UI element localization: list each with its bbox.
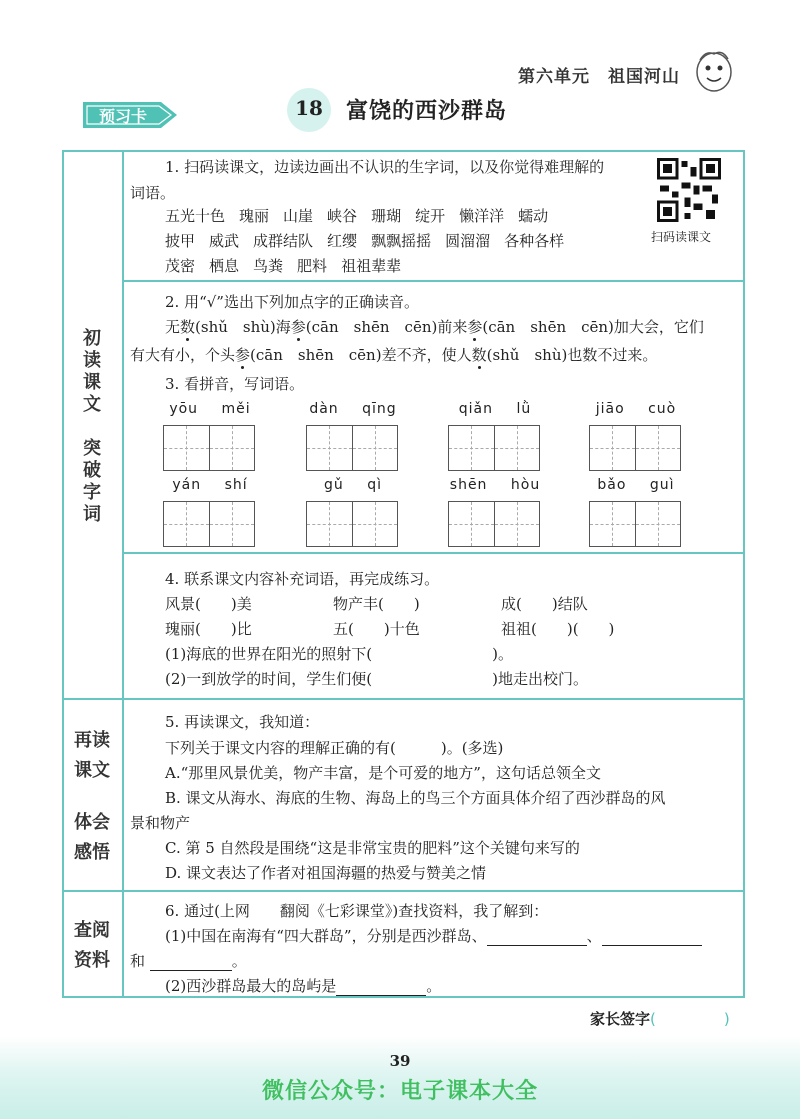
pinyin-item-6: gǔ qì [294,477,412,497]
section-label-research: 查阅 资料 [74,920,110,971]
qr-caption: 扫码读课文 [651,230,712,244]
pinyin-item-7: shēn hòu [436,477,554,497]
q4-fill-3: 成( )结队 [501,595,588,613]
section-label-first-reading: 初 读 课 文 突 破 字 词 [83,328,101,525]
divider-q3 [122,552,745,554]
q1-instruction: 1. 扫码读课文，边读边画出不认识的生字词，以及你觉得难理解的 [165,158,605,176]
pinyin-item-1: yōu měi [151,401,269,421]
q5-option-d: D. 课文表达了作者对祖国海疆的热爱与赞美之情 [165,864,487,882]
q4-fill-4: 瑰丽( )比 [165,620,252,638]
q4-sentence-1: (1)海底的世界在阳光的照射下( )。 [165,645,513,663]
q5-option-b: B. 课文从海水、海底的生物、海岛上的鸟三个方面具体介绍了西沙群岛的风 [165,789,666,807]
pinyin-item-2: dàn qīng [294,401,412,421]
q5-prompt: 下列关于课文内容的理解正确的有( )。(多选) [165,739,504,757]
signature-blank[interactable] [656,1010,724,1028]
section-divider-vertical [122,150,124,998]
pinyin-item-8: bǎo guì [577,477,695,497]
q5-option-c: C. 第 5 自然段是围绕“这是非常宝贵的肥料”这个关键句来写的 [165,839,580,857]
divider-q1 [122,280,745,282]
q4-fill-5: 五( )十色 [333,620,420,638]
page-number: 39 [389,1052,411,1070]
writing-box[interactable] [163,501,255,547]
pinyin-item-4: jiāo cuò [577,401,695,421]
q4-sentence-2: (2)一到放学的时间，学生们便( )地走出校门。 [165,670,588,688]
q5-instruction: 5. 再读课文，我知道： [165,713,320,731]
writing-box[interactable] [306,501,398,547]
answer-blank[interactable] [602,927,702,946]
q6-line-2: 和 。 [130,952,247,970]
writing-box[interactable] [589,501,681,547]
answer-blank[interactable] [336,977,426,996]
q1-instruction-cont: 词语。 [130,184,176,202]
q1-word-row-3: 茂密 栖息 鸟粪 肥料 祖祖辈辈 [165,257,402,275]
q6-instruction: 6. 通过(上网 翻阅《七彩课堂》)查找资料，我了解到： [165,902,549,920]
lesson-title: 富饶的西沙群岛 [346,98,508,124]
q1-word-row-2: 披甲 威武 成群结队 红缨 飘飘摇摇 圆溜溜 各种各样 [165,232,565,250]
q2-line-1: 无数(shǔ shù)海参(cān shēn cēn)前来参(cān shēn cēn)加大会，它们 [165,318,704,336]
wechat-watermark: 微信公众号：电子课本大全 [261,1079,538,1104]
q4-instruction: 4. 联系课文内容补充词语，再完成练习。 [165,570,440,588]
unit-label [518,62,680,87]
q3-instruction: 3. 看拼音，写词语。 [165,375,305,393]
q1-word-row-1: 五光十色 瑰丽 山崖 峡谷 珊瑚 绽开 懒洋洋 蠕动 [165,207,549,225]
unit-name: 第六单元 [518,67,590,87]
section-label-reread: 再读 课文 体会 感悟 [74,730,110,863]
writing-box[interactable] [448,425,540,471]
answer-blank[interactable] [487,927,587,946]
q6-line-1: (1)中国在南海有“四大群岛”，分别是西沙群岛、 、 [165,925,702,946]
q4-fill-2: 物产丰( ) [333,595,420,613]
q5-option-a: A.“那里风景优美，物产丰富，是个可爱的地方”，这句话总领全文 [165,764,601,782]
q4-fill-1: 风景( )美 [165,595,252,613]
answer-blank[interactable] [150,952,232,971]
q6-line-3: (2)西沙群岛最大的岛屿是 。 [165,977,442,995]
qr-code-icon[interactable] [657,158,721,222]
q4-fill-6: 祖祖( )( ) [501,620,615,638]
q5-option-b-cont: 景和物产 [130,814,191,832]
q2-instruction: 2. 用“√”选出下列加点字的正确读音。 [165,293,419,311]
pinyin-item-3: qiǎn lǜ [436,401,554,421]
unit-theme: 祖国河山 [608,67,680,87]
writing-box[interactable] [448,501,540,547]
lesson-number: 18 [295,96,323,120]
divider-s1 [62,698,745,700]
pinyin-item-5: yán shí [151,477,269,497]
mascot-icon [692,46,736,94]
writing-box[interactable] [589,425,681,471]
writing-box[interactable] [163,425,255,471]
preview-tag: 预习卡 [98,107,147,126]
divider-s2 [62,890,745,892]
q2-line-2: 有大有小，个头参(cān shēn cēn)差不齐，使人数(shǔ shù)也数不过来。 [130,346,658,364]
writing-box[interactable] [306,425,398,471]
parent-signature: 家长签字( ) [590,1010,730,1028]
